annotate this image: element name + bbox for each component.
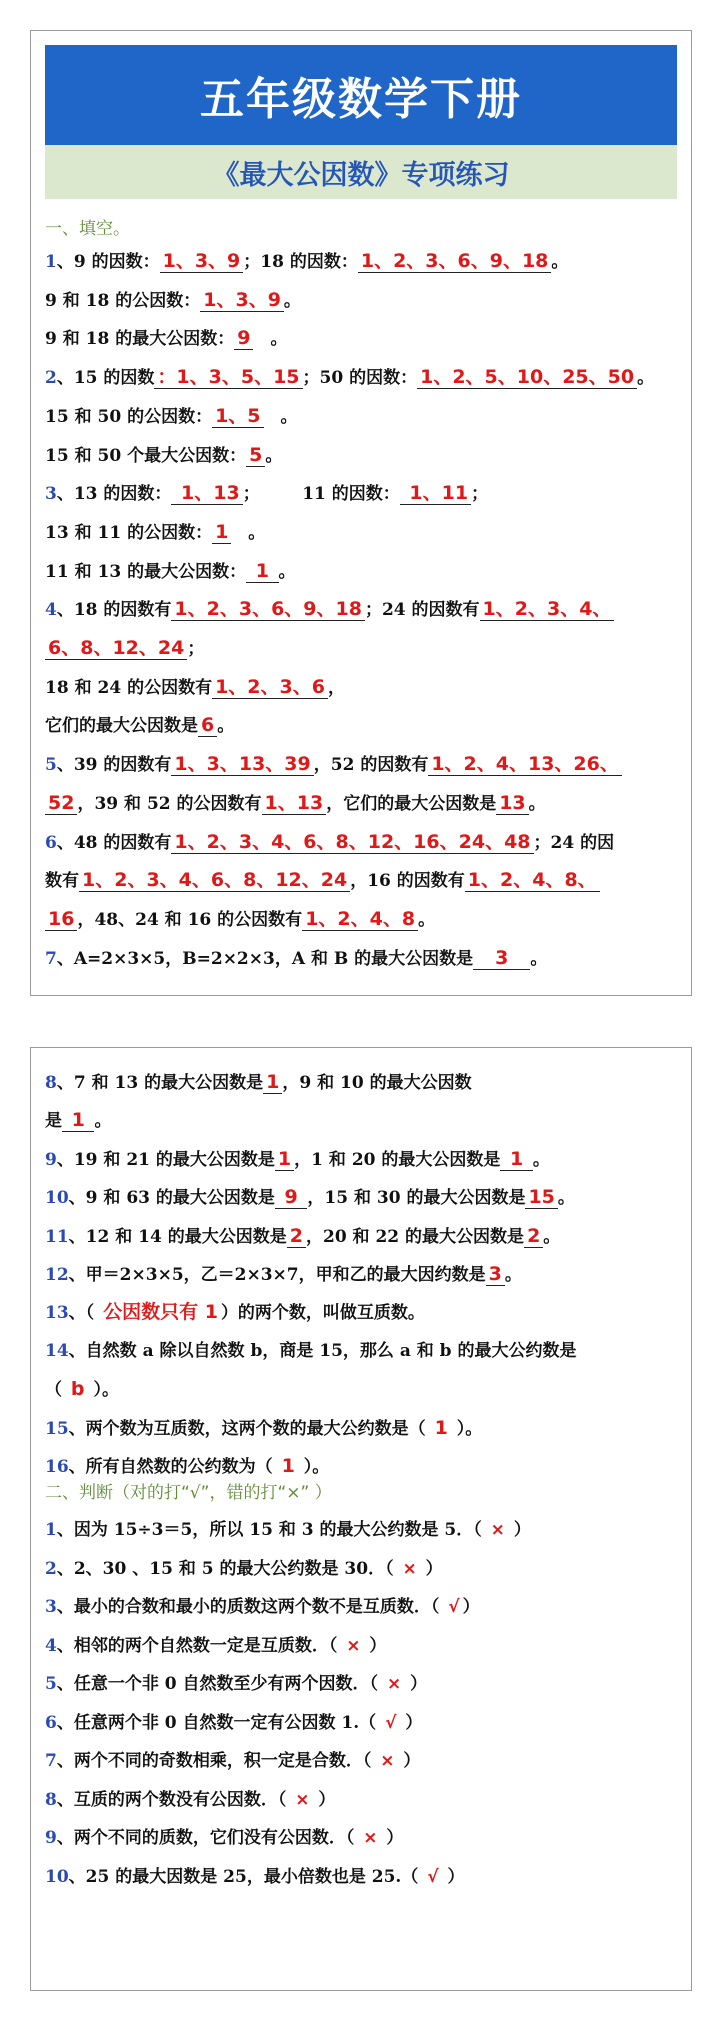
question-number: 6 (45, 832, 57, 853)
question-line (45, 1296, 685, 1328)
question-number: 15 (45, 1418, 69, 1439)
question-text: ） (380, 1828, 404, 1848)
question-text: 。 (557, 1188, 575, 1209)
page-subtitle: 《最大公因数》专项练习 (212, 159, 510, 191)
question-number: 3 (45, 1597, 57, 1617)
question-line (45, 1591, 685, 1623)
answer-text: 1、2、4、8 (302, 908, 418, 931)
question-line (45, 1412, 685, 1444)
question-text: ； (187, 639, 205, 659)
question-line (45, 284, 685, 316)
question-text: 、甲＝2×3×5，乙＝2×3×7，甲和乙的最大因约数是 (68, 1265, 486, 1285)
question-line (45, 709, 685, 741)
question-line (45, 1335, 685, 1367)
question-text: 、互质的两个数没有公因数．（ (56, 1789, 293, 1810)
question-text: ，1 和 20 的最大公因数是 (294, 1149, 501, 1170)
answer-text: 1 (275, 1148, 294, 1171)
question-text: 15 和 50 个最大公因数： (45, 445, 247, 466)
question-text: 。 (530, 948, 548, 969)
answer-text: 1、2、3、6、9、18 (171, 598, 365, 621)
question-number: 16 (45, 1457, 69, 1477)
question-number: 3 (45, 484, 57, 505)
answer-text: 15 (525, 1186, 557, 1209)
answer-text: 9 (275, 1186, 307, 1209)
question-text: ，它们的最大公因数是 (326, 793, 497, 814)
answer-text: 1 (62, 1109, 94, 1132)
question-text: ， (327, 677, 345, 698)
question-text: 、12 和 14 的最大公因数是 (68, 1226, 287, 1247)
answer-text: 1 (434, 1416, 448, 1439)
answer-text: 1、5 (212, 405, 263, 428)
question-text: ，48、24 和 16 的公因数有 (77, 909, 303, 930)
question-line (45, 516, 685, 548)
question-text: 、相邻的两个自然数一定是互质数．（ (56, 1635, 344, 1656)
question-text: 是 (45, 1111, 62, 1132)
question-line (45, 593, 685, 625)
question-number: 7 (45, 1751, 57, 1771)
answer-text: 1 (212, 521, 231, 544)
question-text: 、两个不同的质数，它们没有公因数．（ (56, 1828, 361, 1848)
question-text: 9 和 18 的公因数： (45, 290, 201, 311)
question-line (45, 477, 685, 509)
question-text: 。 (418, 909, 436, 930)
answer-text: 1、3、13、39 (171, 753, 313, 776)
question-text: 11 和 13 的最大公因数： (45, 561, 247, 582)
subtitle-banner (45, 145, 677, 199)
answer-text: 3 (486, 1263, 505, 1286)
question-number: 9 (45, 1828, 57, 1848)
question-line (45, 787, 685, 819)
question-number: 4 (45, 1635, 57, 1656)
question-text: 。 (504, 1265, 522, 1285)
answer-text: × (295, 1789, 310, 1810)
question-line (45, 748, 685, 780)
question-line (45, 439, 685, 471)
answer-text: × (380, 1751, 395, 1771)
question-text: 、自然数 a 除以自然数 b，商是 15，那么 a 和 b 的最大公约数是 (68, 1340, 577, 1361)
question-text: 、因为 15÷3＝5，所以 15 和 3 的最大公约数是 5．（ (56, 1520, 488, 1540)
question-text: 、任意两个非 0 自然数一定有公因数 1.（ (56, 1712, 383, 1733)
question-number: 10 (45, 1866, 69, 1887)
worksheet-card-1 (30, 30, 692, 996)
answer-text: 1、2、5、10、25、50 (417, 366, 637, 389)
question-text: ） (462, 1597, 480, 1617)
answer-text: 1 (500, 1148, 532, 1171)
question-number: 9 (45, 1149, 57, 1170)
answer-text: 16 (45, 908, 77, 931)
question-text: ，15 和 30 的最大公因数是 (307, 1188, 526, 1209)
question-text: 、（ (68, 1303, 101, 1324)
question-line (45, 1514, 685, 1546)
question-text: 、48 的因数有 (56, 832, 172, 853)
answer-text: 1 (246, 560, 278, 583)
question-text: 。 (637, 368, 655, 389)
question-text: ，9 和 10 的最大公因数 (282, 1073, 472, 1093)
question-text: 、9 和 63 的最大公因数是 (68, 1188, 275, 1209)
answer-text: 1 (281, 1455, 295, 1477)
answer-text: 6、8、12、24 (45, 637, 187, 660)
question-line (45, 555, 685, 587)
question-text: 、18 的因数有 (56, 600, 172, 621)
question-number: 1 (45, 1520, 57, 1540)
question-text: 、最小的合数和最小的质数这两个数不是互质数．（ (56, 1597, 446, 1617)
question-text: 。 (528, 793, 546, 814)
question-number: 2 (45, 1558, 57, 1579)
answer-text: 1、2、3、4、6、8、12、16、24、48 (171, 831, 533, 854)
question-line (45, 1668, 685, 1700)
answer-text: 1、3、9 (160, 250, 244, 273)
question-number: 8 (45, 1073, 57, 1093)
answer-text: √ (448, 1597, 460, 1617)
answer-text: × (363, 1828, 378, 1848)
question-text: ） (419, 1558, 443, 1579)
section-heading-judge: 二、判断（对的打“√”，错的打“×” ） (45, 1483, 332, 1503)
question-text: 、19 和 21 的最大公因数是 (56, 1149, 275, 1170)
question-line (45, 322, 685, 354)
question-line (45, 864, 685, 896)
question-line (45, 1553, 685, 1585)
question-text: ） (363, 1635, 387, 1656)
question-text: ； (471, 484, 489, 505)
question-text: 。 (283, 290, 301, 311)
question-line (45, 903, 685, 935)
question-line (45, 671, 685, 703)
question-number: 1 (45, 252, 57, 272)
worksheet-card-2 (30, 1047, 692, 1991)
question-line (45, 942, 685, 974)
answer-text: ：1、3、5、15 (154, 366, 302, 389)
answer-text: 2 (524, 1225, 543, 1248)
question-line (45, 1143, 685, 1175)
question-text: 。 (532, 1149, 550, 1170)
question-text: 、任意一个非 0 自然数至少有两个因数．（ (56, 1674, 384, 1694)
question-text: 。 (551, 252, 569, 272)
question-line (45, 1181, 685, 1213)
question-number: 5 (45, 755, 57, 776)
question-text: ）。 (450, 1418, 483, 1439)
question-number: 4 (45, 600, 57, 621)
question-text: 9 和 18 的最大公因数： (45, 329, 235, 350)
question-line (45, 245, 685, 277)
question-text: 、2、30 、15 和 5 的最大公约数是 30．（ (56, 1558, 400, 1579)
question-text: ）的两个数，叫做互质数。 (220, 1303, 425, 1324)
question-text: 、7 和 13 的最大公因数是 (56, 1073, 264, 1093)
answer-text: × (402, 1558, 417, 1579)
answer-text: 3 (473, 947, 530, 970)
question-text: 、A=2×3×5，B=2×2×3，A 和 B 的最大公因数是 (56, 948, 474, 969)
question-text: ，52 的因数有 (313, 755, 429, 776)
question-number: 11 (45, 1226, 69, 1247)
question-text: ） (404, 1674, 428, 1694)
question-line (45, 826, 685, 858)
answer-text: 13 (496, 792, 528, 815)
answer-text: 9 (234, 327, 253, 350)
question-line (45, 1258, 685, 1290)
question-text: 13 和 11 的公因数： (45, 522, 213, 543)
question-text: ；50 的因数： (302, 368, 418, 389)
answer-text: × (346, 1635, 361, 1656)
question-line (45, 1630, 685, 1662)
question-line (45, 400, 685, 432)
answer-text: 1、2、3、4、6、8、12、24 (79, 869, 350, 892)
question-line (45, 1220, 685, 1252)
question-text: （ (45, 1380, 68, 1401)
question-line (45, 632, 685, 664)
answer-text: 1、13 (262, 792, 327, 815)
answer-text: 1、2、4、8、 (465, 869, 600, 892)
question-text: ） (312, 1789, 336, 1810)
question-number: 2 (45, 368, 57, 389)
question-number: 13 (45, 1303, 69, 1324)
answer-text: 6 (198, 714, 217, 737)
question-text: 、15 的因数 (56, 368, 155, 389)
answer-text: × (386, 1674, 402, 1694)
question-number: 12 (45, 1265, 69, 1285)
answer-text: 2 (287, 1225, 306, 1248)
question-text: ） (397, 1751, 421, 1771)
answer-text: 1 (263, 1071, 282, 1094)
answer-text: √ (427, 1866, 439, 1887)
question-text: 、25 的最大因数是 25，最小倍数也是 25.（ (68, 1866, 425, 1887)
section-heading-fill: 一、填空。 (45, 219, 130, 239)
question-number: 14 (45, 1340, 69, 1361)
question-text: ；24 的因数有 (364, 600, 480, 621)
question-line (45, 1104, 685, 1136)
page-title: 五年级数学下册 (200, 74, 522, 125)
question-line (45, 1066, 685, 1098)
question-text: ） (399, 1712, 423, 1733)
answer-text: 5 (246, 444, 265, 467)
question-text: ）。 (297, 1457, 330, 1477)
question-line (45, 1373, 685, 1405)
question-text: 。 (265, 445, 283, 466)
question-text: ，16 的因数有 (350, 871, 465, 892)
question-text: ；18 的因数： (243, 252, 358, 272)
answer-text: b (70, 1378, 85, 1401)
question-line (45, 1822, 685, 1854)
title-banner (45, 45, 677, 145)
answer-text: 1、2、3、6、9、18 (358, 250, 552, 273)
question-line (45, 1861, 685, 1893)
question-text: 数有 (45, 871, 79, 892)
question-text: 它们的最大公因数是 (45, 716, 198, 737)
question-text: 。 (263, 406, 298, 427)
question-number: 6 (45, 1712, 57, 1733)
answer-text: 1、13 (171, 482, 242, 505)
answer-text: 1、11 (400, 482, 471, 505)
question-text: ，39 和 52 的公因数有 (77, 793, 262, 814)
answer-text: 1、2、3、6 (212, 676, 328, 699)
question-line (45, 1745, 685, 1777)
answer-text: × (490, 1520, 505, 1540)
question-text: 15 和 50 的公因数： (45, 406, 213, 427)
question-text: ，20 和 22 的最大公因数是 (305, 1226, 525, 1247)
question-number: 7 (45, 948, 57, 969)
question-text: 。 (231, 522, 266, 543)
question-text: 、39 的因数有 (56, 755, 172, 776)
question-text: ；24 的因 (533, 832, 615, 853)
question-line (45, 1784, 685, 1816)
answer-text: √ (385, 1712, 397, 1733)
answer-text: 52 (45, 792, 77, 815)
question-text: 18 和 24 的公因数有 (45, 677, 213, 698)
question-text: 、两个数为互质数，这两个数的最大公约数是（ (68, 1418, 432, 1439)
question-number: 10 (45, 1188, 69, 1209)
question-text: 、13 的因数： (56, 484, 172, 505)
question-line (45, 1707, 685, 1739)
question-text: 、所有自然数的公约数为（ (68, 1457, 279, 1477)
question-text: ； 11 的因数： (242, 484, 400, 505)
question-text: 。 (543, 1226, 561, 1247)
question-number: 8 (45, 1789, 57, 1810)
question-text: ） (441, 1866, 465, 1887)
answer-text: 公因数只有 1 (103, 1301, 218, 1324)
question-line (45, 361, 685, 393)
answer-text: 1、2、3、4、 (480, 598, 615, 621)
question-text: 。 (217, 716, 235, 737)
question-number: 5 (45, 1674, 57, 1694)
question-text: 、两个不同的奇数相乘，积一定是合数．（ (56, 1751, 378, 1771)
question-text: ）。 (87, 1380, 119, 1401)
question-text: 。 (94, 1111, 112, 1132)
question-text: 、9 的因数： (56, 252, 160, 272)
answer-text: 1、2、4、13、26、 (428, 753, 622, 776)
question-text: 。 (253, 329, 288, 350)
question-text: 。 (278, 561, 296, 582)
question-text: ） (507, 1520, 531, 1540)
answer-text: 1、3、9 (200, 289, 284, 312)
